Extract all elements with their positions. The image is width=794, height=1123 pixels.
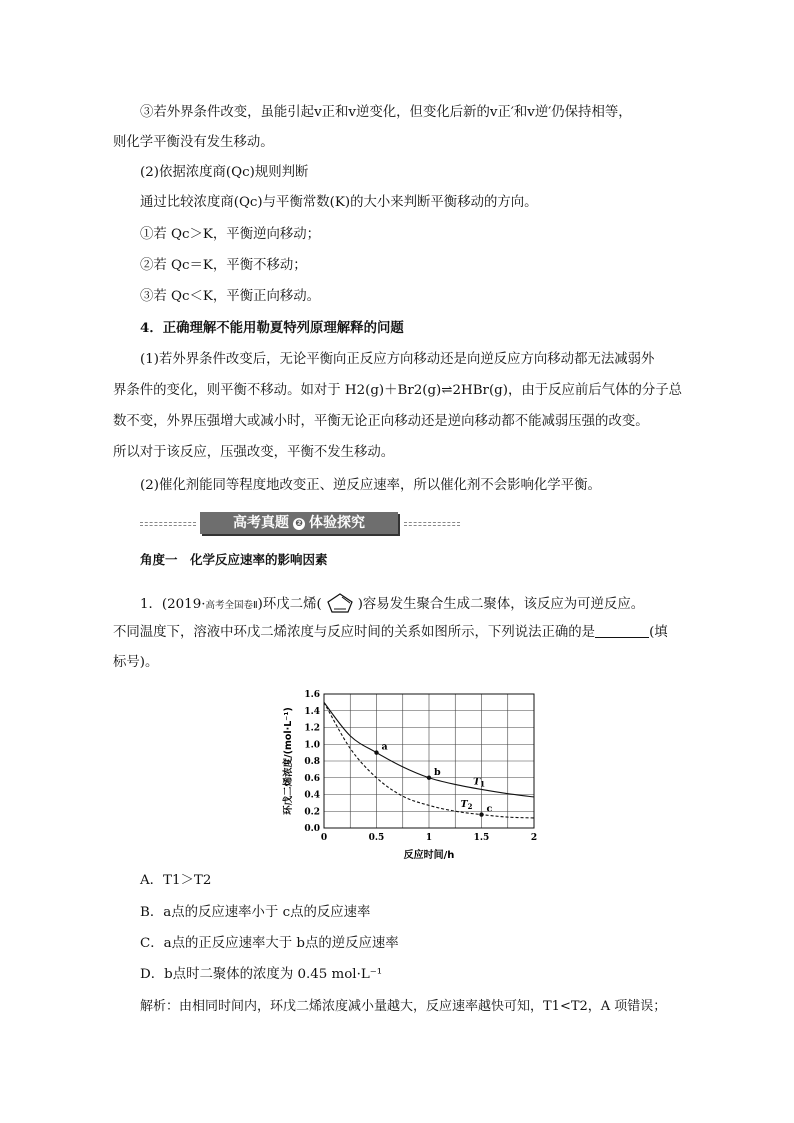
section-banner <box>140 512 462 534</box>
cyclopentadiene-structure-icon <box>322 592 358 614</box>
paragraph-line: ②若 Qc＝K，平衡不移动； <box>140 258 307 273</box>
x-tick-label: 0.5 <box>368 833 385 843</box>
banner-title-right: 体验探究 <box>309 515 365 531</box>
banner-divider-right <box>404 522 460 526</box>
answer-blank[interactable] <box>595 623 649 638</box>
banner-badge-icon: ❷ <box>293 518 305 530</box>
question-text-tail: (填 <box>649 625 668 640</box>
x-tick-label: 1.5 <box>473 833 490 843</box>
y-tick-label: 0.6 <box>304 773 320 784</box>
paragraph-line: 界条件的变化，则平衡不移动。如对于 H2(g)＋Br2(g)⇌2HBr(g)，由于反应前后气体的分子总 <box>113 383 683 398</box>
banner-title-left: 高考真题 <box>233 515 289 531</box>
question-text-cont: )容易发生聚合生成二聚体，该反应为可逆反应。 <box>357 597 645 612</box>
question-text: 不同温度下，溶液中环戊二烯浓度与反应时间的关系如图所示，下列说法正确的是 <box>113 625 596 640</box>
paragraph-line: (2)依据浓度商(Qc)规则判断 <box>140 165 309 180</box>
x-tick-label: 2 <box>530 833 538 843</box>
question-line-1 <box>140 592 644 616</box>
y-tick-label: 1.2 <box>304 723 320 734</box>
y-tick-label: 0.0 <box>304 824 320 834</box>
question-number: 1．(2019· <box>140 597 206 612</box>
section-heading: 4．正确理解不能用勒夏特列原理解释的问题 <box>140 320 404 336</box>
point-label: b <box>434 766 441 778</box>
y-tick-label: 1.4 <box>304 706 320 717</box>
x-axis-label: 反应时间/h <box>403 850 455 861</box>
series-label: $T_1$ <box>473 776 486 789</box>
data-point-b <box>427 776 431 780</box>
option-a[interactable]: A．T1＞T2 <box>140 873 212 888</box>
paragraph-line: 通过比较浓度商(Qc)与平衡常数(K)的大小来判断平衡移动的方向。 <box>140 195 538 210</box>
y-tick-label: 1.6 <box>304 690 320 700</box>
paragraph-line: ③若 Qc＜K，平衡正向移动。 <box>140 289 321 304</box>
question-line-2 <box>113 623 668 643</box>
y-tick-label: 0.4 <box>304 790 320 801</box>
data-point-c <box>479 812 483 816</box>
option-d[interactable]: D．b点时二聚体的浓度为 0.45 mol·L⁻¹ <box>140 967 383 982</box>
paragraph-line: (1)若外界条件改变后，无论平衡向正反应方向移动还是向逆反应方向移动都无法减弱外 <box>140 352 655 367</box>
y-tick-label: 1.0 <box>304 740 320 751</box>
question-line-3: 标号)。 <box>113 655 159 670</box>
paragraph-line: 所以对于该反应，压强改变，平衡不发生移动。 <box>113 445 395 460</box>
chart-svg <box>276 686 546 864</box>
y-axis-label: 环戊二烯浓度/(mol·L⁻¹) <box>283 707 294 815</box>
banner-divider-left <box>140 522 196 526</box>
option-c[interactable]: C．a点的正反应速率大于 b点的逆反应速率 <box>140 936 399 951</box>
point-label: c <box>486 803 493 815</box>
banner-title <box>200 512 398 534</box>
paragraph-line: (2)催化剂能同等程度地改变正、逆反应速率，所以催化剂不会影响化学平衡。 <box>140 478 601 493</box>
y-tick-label: 0.2 <box>304 807 320 818</box>
concentration-chart <box>276 686 546 864</box>
series-label: $T_2$ <box>460 799 473 812</box>
option-b[interactable]: B．a点的反应速率小于 c点的反应速率 <box>140 905 371 920</box>
point-label: a <box>381 741 388 753</box>
analysis-text: 解析：由相同时间内，环戊二烯浓度减小量越大，反应速率越快可知，T1<T2，A 项错误； <box>140 999 667 1014</box>
question-text: )环戊二烯( <box>257 597 322 612</box>
paragraph-line: ③若外界条件改变，虽能引起v正和v逆变化，但变化后新的v正′和v逆′仍保持相等， <box>140 105 632 120</box>
x-tick-label: 1 <box>425 833 433 843</box>
paragraph-line: ①若 Qc＞K，平衡逆向移动； <box>140 227 321 242</box>
section-title: 角度一 化学反应速率的影响因素 <box>140 552 328 567</box>
paragraph-line: 则化学平衡没有发生移动。 <box>113 135 274 150</box>
x-tick-label: 0 <box>320 833 328 843</box>
paragraph-line: 数不变，外界压强增大或减小时，平衡无论正向移动还是逆向移动都不能减弱压强的改变。 <box>113 414 649 429</box>
question-source: 高考全国卷Ⅱ <box>205 600 258 611</box>
y-tick-label: 0.8 <box>304 757 320 767</box>
data-point-a <box>374 750 378 754</box>
